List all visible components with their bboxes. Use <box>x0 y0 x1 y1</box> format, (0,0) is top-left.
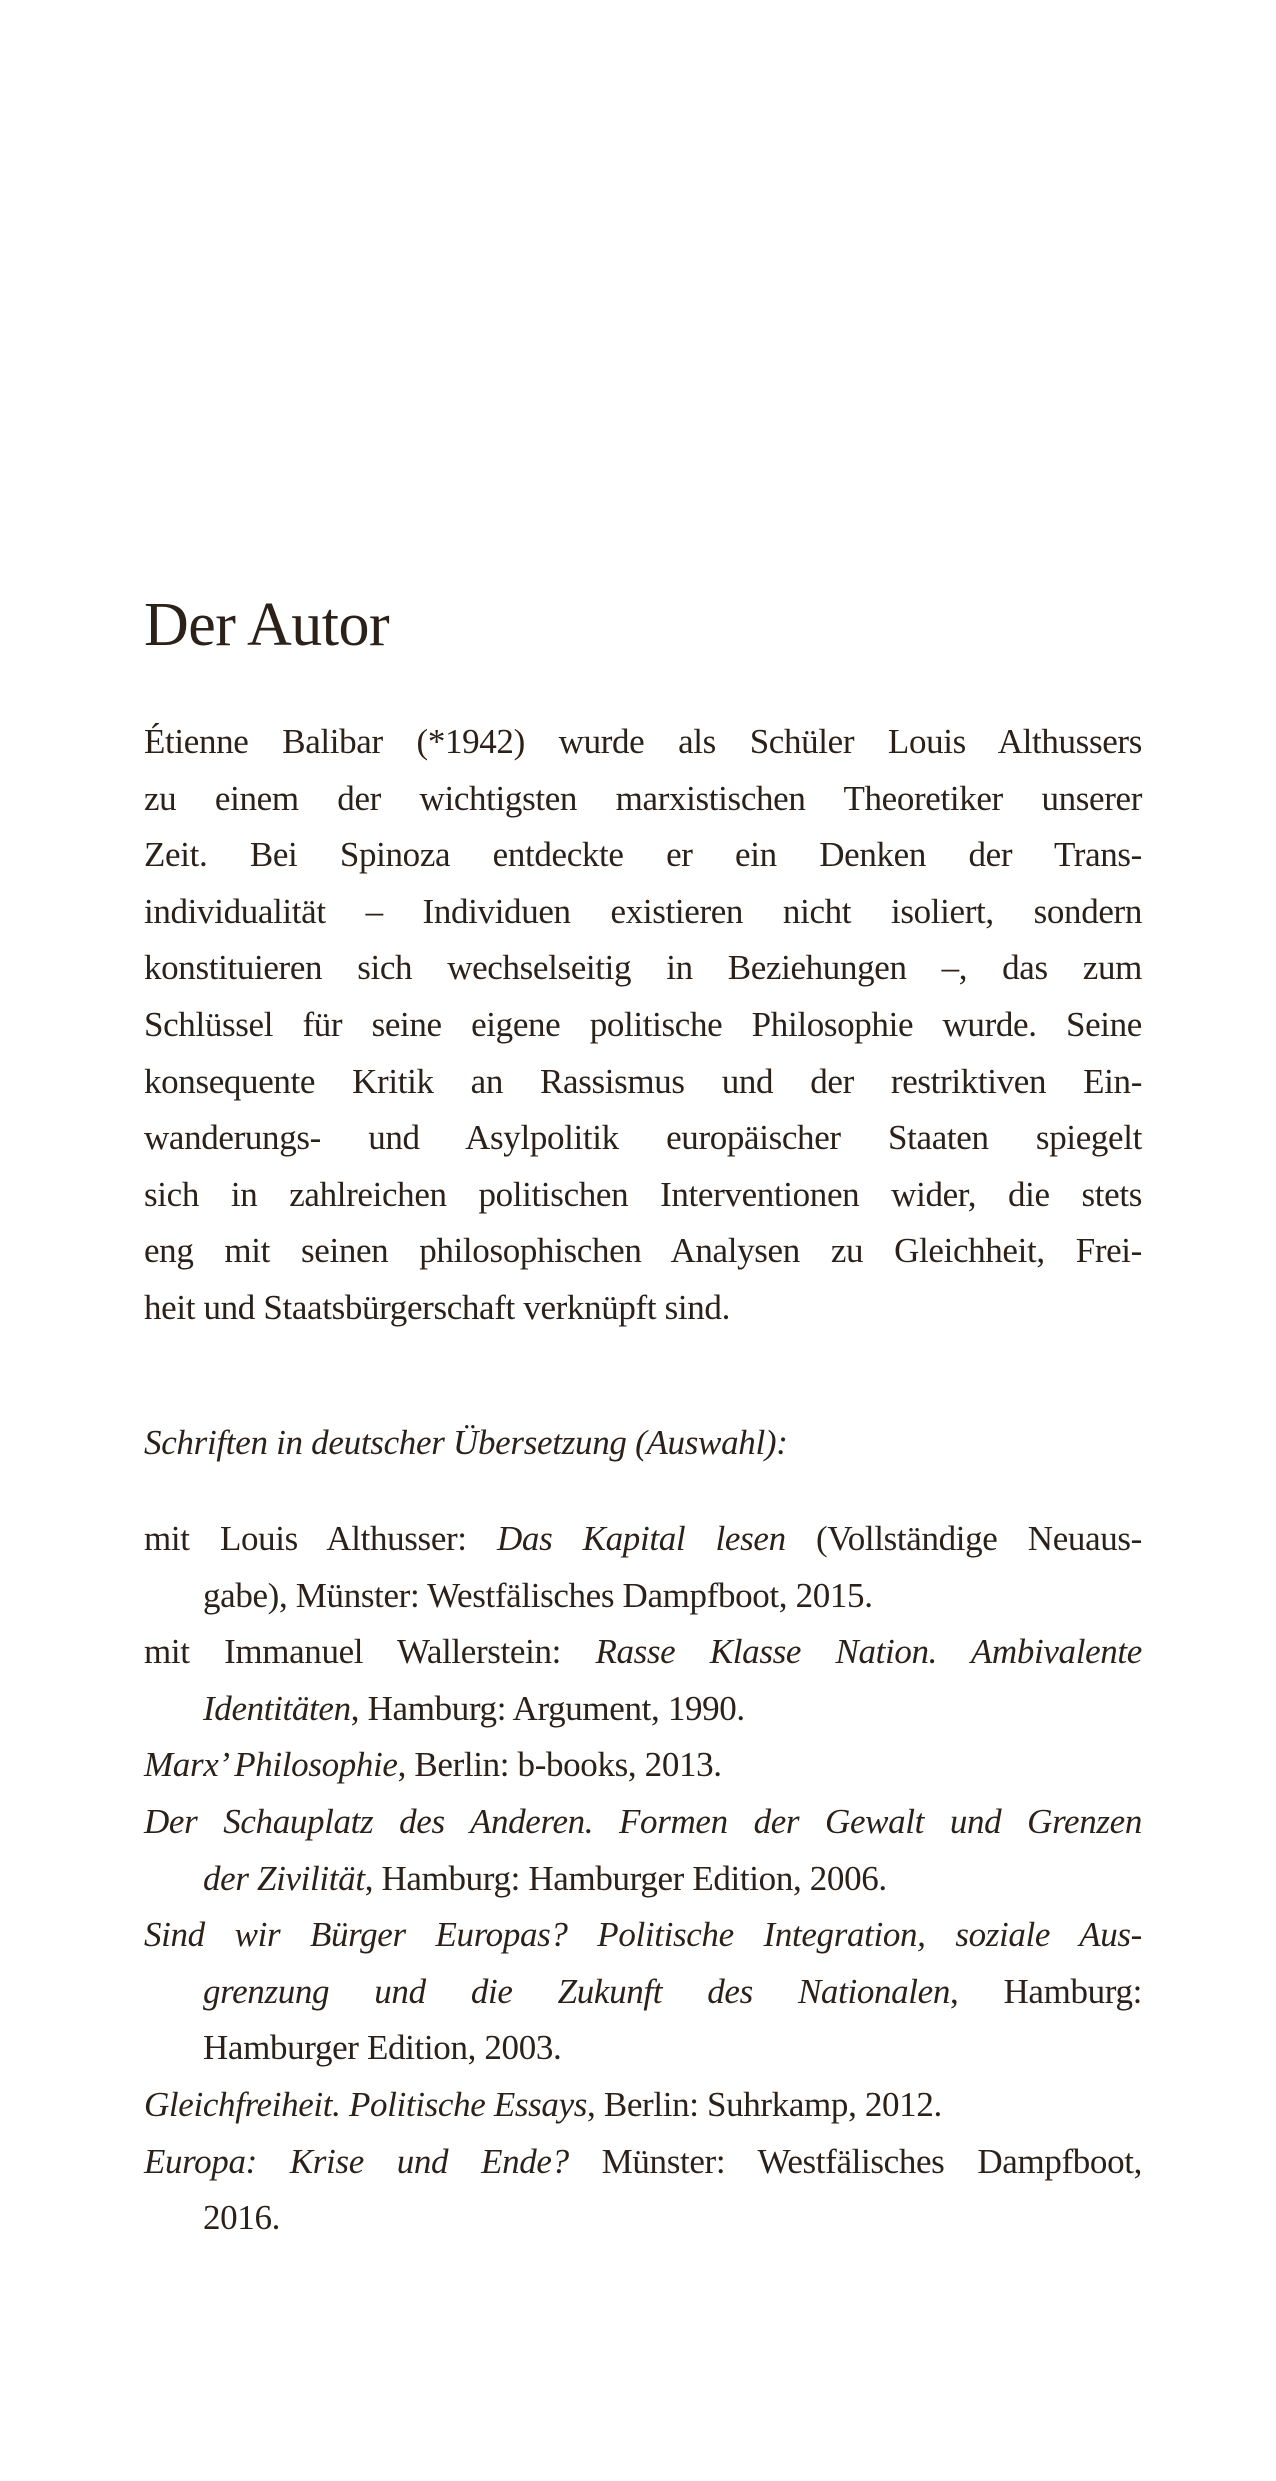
bibliography-line <box>144 2134 1142 2191</box>
bibliography-entry <box>144 1511 1142 1624</box>
bibliography-line <box>144 1964 1142 2021</box>
work-title: Gleichfreiheit. Politische Essays <box>144 2084 588 2124</box>
bibliography-line <box>144 1511 1142 1568</box>
work-title: Identitäten <box>203 1688 351 1728</box>
publication-info: gabe), Münster: Westfälisches Dampfboot, 2015. <box>203 1575 873 1615</box>
bio-line: eng mit seinen philosophischen Analysen zu Gleichheit, Frei- <box>144 1231 1142 1271</box>
work-title: Das Kapital lesen <box>497 1519 786 1558</box>
author-bio <box>144 714 1142 1337</box>
work-title: Der Schauplatz des Anderen. Formen der Gewalt und Grenzen <box>144 1801 1142 1841</box>
publication-info: (Vollständige Neuaus- <box>785 1519 1142 1558</box>
bibliography-line <box>144 1568 1142 1625</box>
bio-line: konsequente Kritik an Rassismus und der restriktiven Ein- <box>144 1061 1142 1101</box>
bio-line: sich in zahlreichen politischen Interventionen wider, die stets <box>144 1174 1142 1214</box>
bibliography-list <box>144 1511 1142 2247</box>
publication-info: mit Louis Althusser: <box>144 1519 497 1558</box>
bio-line: Zeit. Bei Spinoza entdeckte er ein Denken der Trans- <box>144 835 1142 875</box>
bibliography-entry <box>144 1624 1142 1737</box>
publication-info: Münster: Westfälisches Dampfboot, <box>568 2141 1142 2181</box>
publication-info: Hamburger Edition, 2003. <box>203 2028 562 2068</box>
publication-info: , Hamburg: Hamburger Edition, 2006. <box>364 1858 887 1898</box>
section-heading: Der Autor <box>144 591 390 659</box>
work-title: Rasse Klasse Nation. Ambivalente <box>595 1632 1142 1672</box>
bibliography-line <box>144 1794 1142 1851</box>
bio-line: Étienne Balibar (*1942) wurde als Schüler Louis Althussers <box>144 722 1142 761</box>
bibliography-line <box>144 2020 1142 2077</box>
bio-line: konstituieren sich wechselseitig in Beziehungen –, das zum <box>144 948 1142 988</box>
publication-info: , Hamburg: Argument, 1990. <box>350 1688 745 1728</box>
work-title: grenzung und die Zukunft des Nationalen <box>203 1971 950 2011</box>
bibliography-entry <box>144 2077 1142 2134</box>
bio-line: individualität – Individuen existieren nicht isoliert, sondern <box>144 891 1142 931</box>
bio-line: zu einem der wichtigsten marxistischen Theoretiker unserer <box>144 778 1142 818</box>
bibliography-line <box>144 2077 1142 2134</box>
work-title: Sind wir Bürger Europas? Politische Integration, soziale Aus- <box>144 1915 1142 1955</box>
bio-line: Schlüssel für seine eigene politische Philosophie wurde. Seine <box>144 1004 1142 1044</box>
publication-info: , Berlin: b-books, 2013. <box>397 1745 722 1785</box>
bibliography-title: Schriften in deutscher Übersetzung (Auswahl): <box>144 1423 788 1462</box>
bibliography-entry <box>144 1907 1142 2077</box>
bibliography-line <box>144 1681 1142 1738</box>
publication-info: mit Immanuel Wallerstein: <box>144 1632 596 1672</box>
bio-line: wanderungs- und Asylpolitik europäischer Staaten spiegelt <box>144 1118 1142 1158</box>
bibliography-line <box>144 1737 1142 1794</box>
bio-line: heit und Staatsbürgerschaft verknüpft sind. <box>144 1287 730 1327</box>
work-title: Marx’ Philosophie <box>144 1745 398 1785</box>
work-title: Europa: Krise und Ende? <box>144 2141 569 2181</box>
publication-info: , Berlin: Suhrkamp, 2012. <box>587 2084 942 2124</box>
bibliography-entry <box>144 1794 1142 1907</box>
bibliography-line <box>144 1851 1142 1908</box>
bibliography-line <box>144 2190 1142 2247</box>
bibliography-line <box>144 1907 1142 1964</box>
publication-info: , Hamburg: <box>950 1971 1142 2011</box>
bibliography-entry <box>144 1737 1142 1794</box>
bibliography-line <box>144 1624 1142 1681</box>
publication-info: 2016. <box>203 2198 281 2238</box>
work-title: der Zivilität <box>203 1858 365 1898</box>
bibliography-entry <box>144 2134 1142 2247</box>
